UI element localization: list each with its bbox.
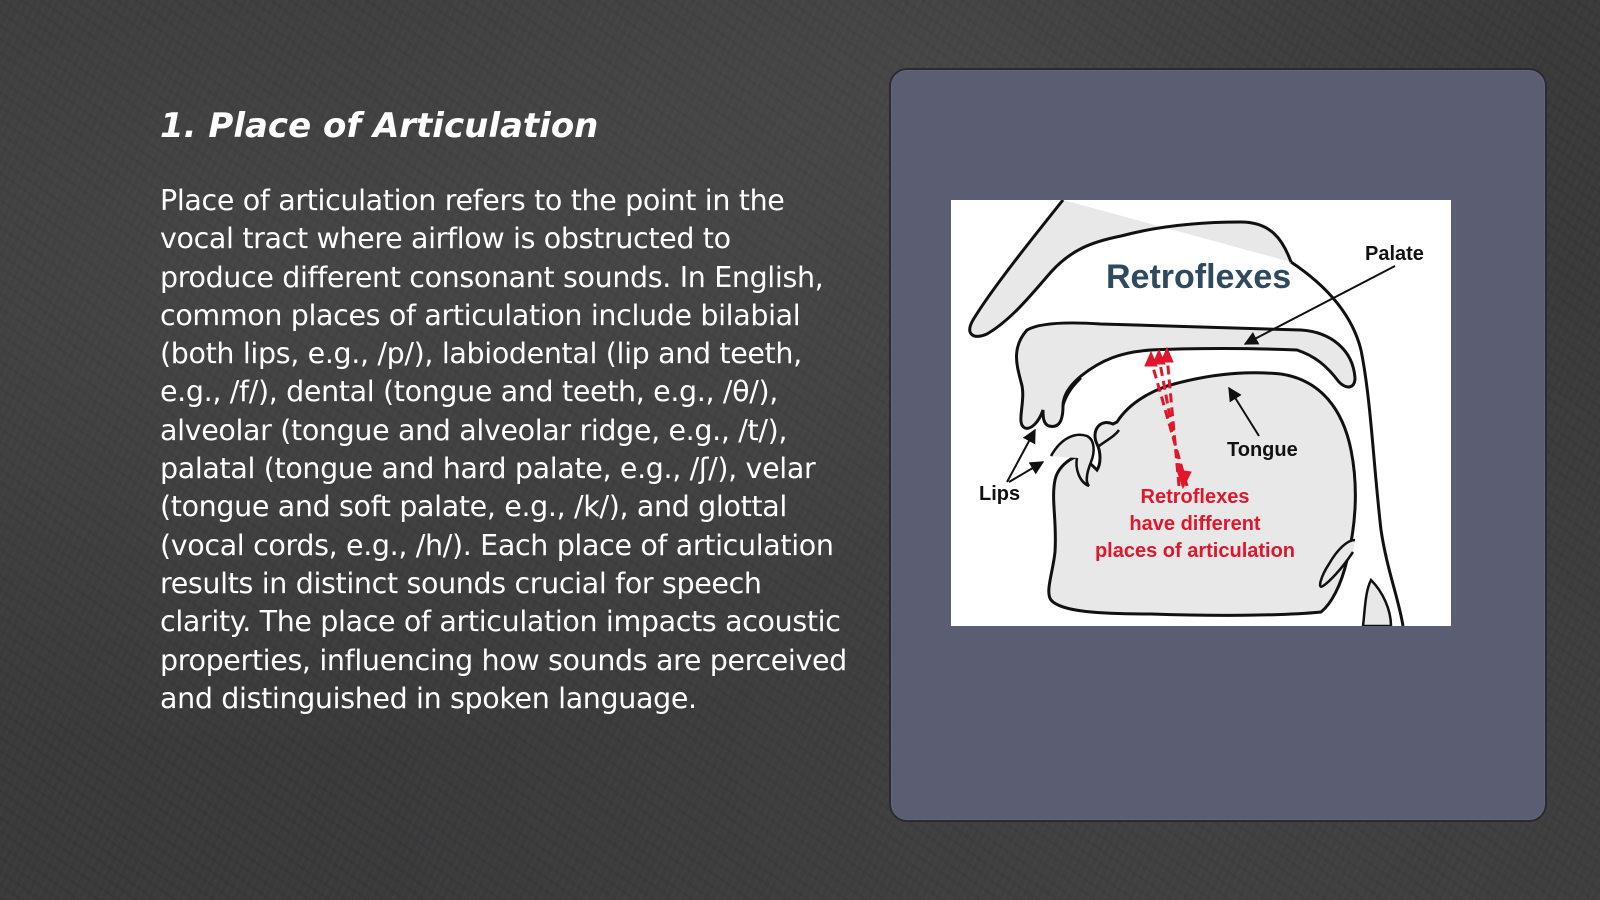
- slide-title: 1. Place of Articulation: [160, 106, 599, 146]
- diagram-heading: Retroflexes: [1106, 258, 1292, 296]
- label-lips: Lips: [979, 483, 1021, 505]
- vocal-tract-diagram-svg: [951, 200, 1451, 626]
- image-panel: [889, 68, 1547, 822]
- annotation-line-1: Retroflexes: [1140, 486, 1250, 508]
- annotation-line-2: have different: [1129, 513, 1261, 535]
- label-palate: Palate: [1365, 243, 1424, 265]
- slide-body-text: Place of articulation refers to the point in the vocal tract where airflow is obstructed to produce different consonant sounds. In English, common places of articulation include bilabial (both lips, e.g., /p/), labiodental (lip and teeth, e.g., /f/), dental (tongue and teeth, e.g., /θ/), alveolar (tongue and alveolar ridge, e.g., /t/), palatal (tongue and hard palate, e.g., /ʃ/), velar (tongue and soft palate, e.g., /k/), and glottal (vocal cords, e.g., /h/). Each place of articulation results in distinct sounds crucial for speech clarity. The place of articulation impacts acoustic properties, influencing how sounds are perceived and distinguished in spoken language.: [160, 184, 847, 715]
- retroflex-diagram: [951, 200, 1451, 626]
- text-column: [160, 104, 850, 718]
- annotation-line-3: places of articulation: [1094, 540, 1296, 562]
- label-tongue: Tongue: [1227, 439, 1298, 461]
